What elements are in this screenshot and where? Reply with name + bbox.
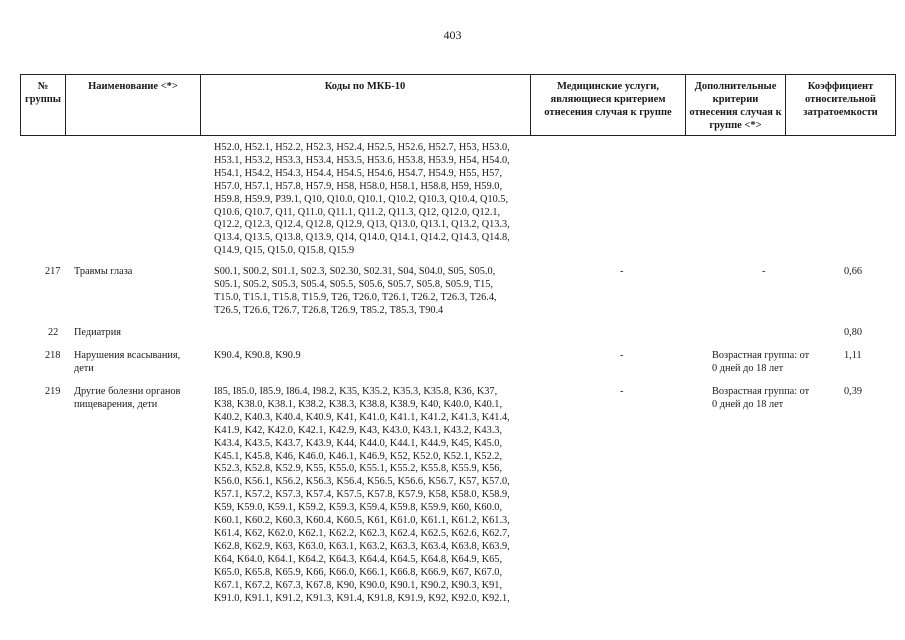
header-divider — [685, 74, 686, 135]
group-name — [74, 350, 180, 376]
text-line: пищеварения, дети — [74, 398, 158, 410]
page-number: 403 — [443, 28, 462, 42]
icd-code-line: S05.1, S05.2, S05.3, S05.4, S05.5, S05.6, S05.7, S05.8, S05.9, T15, — [214, 278, 494, 290]
header-divider — [200, 74, 201, 135]
group-name — [74, 266, 132, 279]
text-line: Педиатрия — [74, 327, 121, 338]
icd-code-line: H54.1, H54.2, H54.3, H54.4, H54.5, H54.6, H54.7, H54.9, H55, H57, — [214, 167, 503, 179]
icd-codes — [214, 350, 301, 363]
additional-criteria — [762, 266, 765, 279]
group-number: 219 — [45, 386, 61, 397]
icd-code-line: K57.1, K57.2, K57.3, K57.4, K57.5, K57.8, K57.9, K58, K58.0, K58.9, — [214, 489, 510, 501]
medical-services: - — [620, 386, 624, 397]
text-line: Другие болезни органов — [74, 386, 181, 397]
icd-code-line: H53.1, H53.2, H53.3, H53.4, H53.5, H53.6, H53.8, H53.9, H54, H54.0, — [214, 154, 510, 166]
icd-code-line: K41.9, K42, K42.0, K42.1, K42.9, K43, K43.0, K43.1, K43.2, K43.3, — [214, 424, 503, 436]
coefficient: 0,39 — [844, 386, 863, 397]
coefficient: 0,66 — [844, 266, 863, 277]
icd-code-line: K52.3, K52.8, K52.9, K55, K55.0, K55.1, K55.2, K55.8, K55.9, K56, — [214, 463, 503, 475]
icd-code-line: Q13.4, Q13.5, Q13.8, Q13.9, Q14, Q14.0, Q14.1, Q14.2, Q14.3, Q14.8, — [214, 232, 510, 244]
header-additional-criteria: Дополнительные критерии отнесения случая к группе <*> — [689, 81, 782, 131]
header-divider — [785, 74, 786, 135]
additional-criteria — [712, 350, 809, 376]
icd-code-line: K67.1, K67.2, K67.3, K67.8, K90, K90.0, K90.1, K90.2, K90.3, K91, — [214, 579, 503, 591]
additional-criteria — [712, 386, 809, 412]
header-divider — [895, 74, 896, 135]
icd-code-line: K60.1, K60.2, K60.3, K60.4, K60.5, K61, K61.0, K61.1, K61.2, K61.3, — [214, 515, 510, 527]
header-icd-codes: Коды по МКБ-10 — [324, 81, 406, 92]
coefficient: 0,80 — [844, 327, 863, 338]
icd-code-line: K40.2, K40.3, K40.4, K40.9, K41, K41.0, K41.1, K41.2, K41.3, K41.4, — [214, 411, 510, 423]
text-line: Возрастная группа: от — [712, 350, 810, 361]
icd-code-line: K91.0, K91.1, K91.2, K91.3, K91.4, K91.8, K91.9, K92, K92.0, K92.1, — [214, 592, 510, 604]
header-divider — [65, 74, 66, 135]
icd-codes — [214, 142, 510, 258]
icd-code-line: K45.1, K45.8, K46, K46.0, K46.1, K46.9, K52, K52.0, K52.1, K52.2, — [214, 450, 503, 462]
header-medical-services: Медицинские услуги, являющиеся критерием отнесения случая к группе — [544, 81, 672, 118]
text-line: 0 дней до 18 лет — [712, 362, 784, 374]
icd-code-line: Q14.9, Q15, Q15.0, Q15.8, Q15.9 — [214, 245, 355, 257]
icd-code-line: K90.4, K90.8, K90.9 — [214, 350, 301, 361]
icd-code-line: K65.0, K65.8, K65.9, K66, K66.0, K66.1, K66.8, K66.9, K67, K67.0, — [214, 566, 503, 578]
icd-code-line: K64, K64.0, K64.1, K64.2, K64.3, K64.4, K64.5, K64.8, K64.9, K65, — [214, 553, 503, 565]
text-line: 0 дней до 18 лет — [712, 398, 784, 410]
icd-code-line: Q12.2, Q12.3, Q12.4, Q12.8, Q12.9, Q13, Q13.0, Q13.1, Q13.2, Q13.3, — [214, 219, 510, 231]
icd-code-line: S00.1, S00.2, S01.1, S02.3, S02.30, S02.31, S04, S04.0, S05, S05.0, — [214, 266, 496, 277]
header-divider — [530, 74, 531, 135]
icd-code-line: T15.0, T15.1, T15.8, T15.9, T26, T26.0, T26.1, T26.2, T26.3, T26.4, — [214, 291, 497, 303]
section-name — [74, 327, 121, 340]
icd-code-line: K59, K59.0, K59.1, K59.2, K59.3, K59.4, K59.8, K59.9, K60, K60.0, — [214, 502, 503, 514]
header-name: Наименование <*> — [88, 81, 178, 92]
icd-code-line: K43.4, K43.5, K43.7, K43.9, K44, K44.0, K44.1, K44.9, K45, K45.0, — [214, 437, 503, 449]
header-coefficient: Коэффициент относительной затратоемкости — [803, 81, 878, 118]
icd-code-line: H59.8, H59.9, P39.1, Q10, Q10.0, Q10.1, Q10.2, Q10.3, Q10.4, Q10.5, — [214, 193, 509, 205]
icd-code-line: H52.0, H52.1, H52.2, H52.3, H52.4, H52.5, H52.6, H52.7, H53, H53.0, — [214, 142, 510, 153]
icd-code-line: K38, K38.0, K38.1, K38.2, K38.3, K38.8, K38.9, K40, K40.0, K40.1, — [214, 398, 503, 410]
section-number: 22 — [48, 327, 59, 338]
text-line: дети — [74, 362, 94, 374]
group-number: 217 — [45, 266, 61, 277]
medical-services: - — [620, 266, 624, 277]
icd-code-line: K56.0, K56.1, K56.2, K56.3, K56.4, K56.5, K56.6, K56.7, K57, K57.0, — [214, 476, 510, 488]
table-top-rule — [20, 74, 896, 75]
text-line: Нарушения всасывания, — [74, 350, 181, 361]
text-line: Травмы глаза — [74, 266, 133, 277]
icd-code-line: T26.5, T26.6, T26.7, T26.8, T26.9, T85.2, T85.3, T90.4 — [214, 304, 444, 316]
icd-code-line: Q10.6, Q10.7, Q11, Q11.0, Q11.1, Q11.2, Q11.3, Q12, Q12.0, Q12.1, — [214, 206, 501, 218]
coefficient: 1,11 — [844, 350, 862, 361]
icd-code-line: K62.8, K62.9, K63, K63.0, K63.1, K63.2, K63.3, K63.4, K63.8, K63.9, — [214, 540, 510, 552]
group-number: 218 — [45, 350, 61, 361]
icd-code-line: I85, I85.0, I85.9, I86.4, I98.2, K35, K35.2, K35.3, K35.8, K36, K37, — [214, 386, 498, 397]
group-name — [74, 386, 180, 412]
medical-services: - — [620, 350, 624, 361]
table-header-rule — [20, 135, 896, 136]
header-divider — [20, 74, 21, 135]
text-line: Возрастная группа: от — [712, 386, 810, 397]
header-group-number: № группы — [24, 81, 62, 105]
icd-code-line: H57.0, H57.1, H57.8, H57.9, H58, H58.0, H58.1, H58.8, H59, H59.0, — [214, 180, 503, 192]
icd-code-line: K61.4, K62, K62.0, K62.1, K62.2, K62.3, K62.4, K62.5, K62.6, K62.7, — [214, 527, 510, 539]
icd-codes — [214, 266, 497, 318]
text-line: - — [762, 266, 766, 277]
icd-codes — [214, 386, 510, 605]
